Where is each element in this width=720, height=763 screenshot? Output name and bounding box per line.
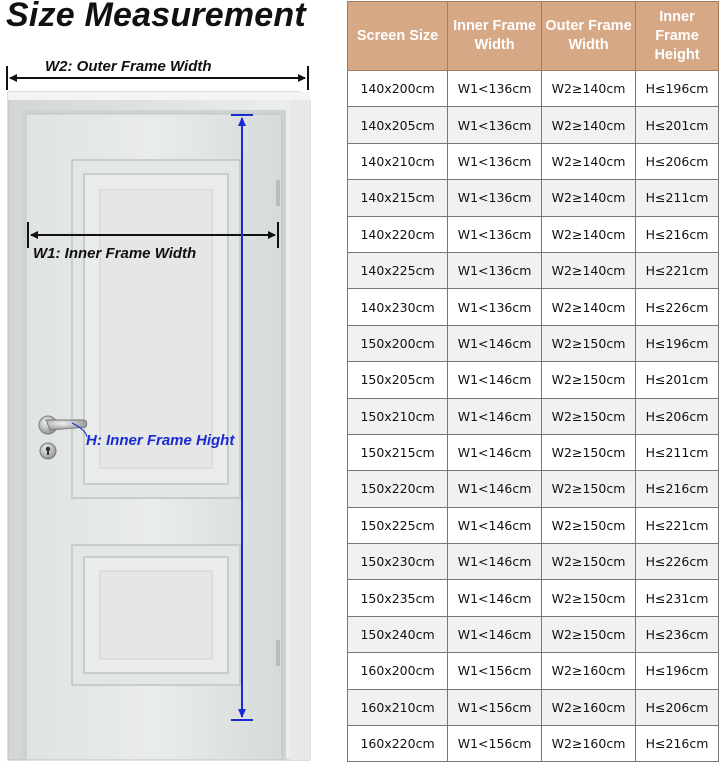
screen-size-cell: 150x210cm	[348, 398, 448, 434]
screen-size-cell: 150x235cm	[348, 580, 448, 616]
outer-width-cell: W2≥160cm	[542, 689, 636, 725]
screen-size-cell: 160x200cm	[348, 653, 448, 689]
screen-size-cell: 150x200cm	[348, 325, 448, 361]
outer-width-cell: W2≥150cm	[542, 362, 636, 398]
screen-size-cell: 150x240cm	[348, 616, 448, 652]
inner-height-cell: H≤211cm	[636, 434, 719, 470]
outer-width-cell: W2≥150cm	[542, 544, 636, 580]
inner-width-cell: W1<156cm	[448, 653, 542, 689]
table-row	[348, 362, 719, 398]
header-screen-size: Screen Size	[348, 2, 448, 71]
inner-height-cell: H≤221cm	[636, 507, 719, 543]
outer-width-cell: W2≥140cm	[542, 216, 636, 252]
screen-size-cell: 150x225cm	[348, 507, 448, 543]
outer-width-cell: W2≥140cm	[542, 107, 636, 143]
outer-width-cell: W2≥150cm	[542, 616, 636, 652]
inner-height-cell: H≤216cm	[636, 726, 719, 762]
inner-height-cell: H≤196cm	[636, 325, 719, 361]
table-row	[348, 398, 719, 434]
outer-width-cell: W2≥160cm	[542, 653, 636, 689]
outer-width-cell: W2≥160cm	[542, 726, 636, 762]
inner-width-cell: W1<146cm	[448, 507, 542, 543]
table-row	[348, 653, 719, 689]
table-row	[348, 726, 719, 762]
header-outer-frame-width: Outer Frame Width	[542, 2, 636, 71]
page-title: Size Measurement	[6, 0, 306, 34]
inner-width-cell: W1<146cm	[448, 398, 542, 434]
inner-width-cell: W1<146cm	[448, 580, 542, 616]
keyhole-icon	[40, 443, 56, 459]
inner-height-cell: H≤206cm	[636, 689, 719, 725]
inner-height-cell: H≤221cm	[636, 252, 719, 288]
outer-width-cell: W2≥150cm	[542, 507, 636, 543]
outer-width-cell: W2≥150cm	[542, 580, 636, 616]
inner-height-cell: H≤226cm	[636, 289, 719, 325]
table-row	[348, 289, 719, 325]
inner-width-cell: W1<146cm	[448, 362, 542, 398]
inner-width-cell: W1<156cm	[448, 726, 542, 762]
screen-size-cell: 140x205cm	[348, 107, 448, 143]
inner-width-cell: W1<146cm	[448, 616, 542, 652]
inner-height-cell: H≤201cm	[636, 362, 719, 398]
inner-height-cell: H≤211cm	[636, 180, 719, 216]
screen-size-cell: 160x220cm	[348, 726, 448, 762]
screen-size-cell: 140x200cm	[348, 71, 448, 107]
door-illustration	[0, 0, 340, 763]
outer-width-cell: W2≥150cm	[542, 434, 636, 470]
inner-height-cell: H≤206cm	[636, 143, 719, 179]
inner-width-cell: W1<136cm	[448, 143, 542, 179]
inner-width-cell: W1<146cm	[448, 471, 542, 507]
table-row	[348, 689, 719, 725]
table-row	[348, 616, 719, 652]
table-header-row	[348, 2, 719, 71]
inner-height-cell: H≤226cm	[636, 544, 719, 580]
outer-width-cell: W2≥140cm	[542, 289, 636, 325]
screen-size-cell: 150x230cm	[348, 544, 448, 580]
inner-height-cell: H≤216cm	[636, 471, 719, 507]
inner-width-cell: W1<136cm	[448, 71, 542, 107]
table-row	[348, 107, 719, 143]
screen-size-cell: 140x225cm	[348, 252, 448, 288]
inner-width-cell: W1<136cm	[448, 289, 542, 325]
table-row	[348, 143, 719, 179]
h-label: H: Inner Frame Hight	[86, 432, 235, 449]
outer-width-cell: W2≥150cm	[542, 471, 636, 507]
outer-width-cell: W2≥140cm	[542, 71, 636, 107]
screen-size-cell: 140x220cm	[348, 216, 448, 252]
inner-height-cell: H≤201cm	[636, 107, 719, 143]
screen-size-cell: 150x205cm	[348, 362, 448, 398]
outer-width-cell: W2≥140cm	[542, 180, 636, 216]
screen-size-cell: 150x215cm	[348, 434, 448, 470]
inner-width-cell: W1<146cm	[448, 325, 542, 361]
table-row	[348, 471, 719, 507]
inner-width-cell: W1<146cm	[448, 434, 542, 470]
table-row	[348, 216, 719, 252]
table-row	[348, 325, 719, 361]
table-body	[348, 71, 719, 762]
table-row	[348, 507, 719, 543]
inner-height-cell: H≤196cm	[636, 71, 719, 107]
header-inner-frame-height: Inner Frame Height	[636, 2, 719, 71]
inner-width-cell: W1<136cm	[448, 216, 542, 252]
size-table	[347, 1, 719, 762]
outer-width-cell: W2≥150cm	[542, 398, 636, 434]
inner-width-cell: W1<136cm	[448, 180, 542, 216]
table-row	[348, 71, 719, 107]
inner-height-cell: H≤231cm	[636, 580, 719, 616]
inner-width-cell: W1<146cm	[448, 544, 542, 580]
table-row	[348, 180, 719, 216]
table-row	[348, 580, 719, 616]
inner-width-cell: W1<136cm	[448, 107, 542, 143]
header-inner-frame-width: Inner Frame Width	[448, 2, 542, 71]
inner-height-cell: H≤236cm	[636, 616, 719, 652]
table-row	[348, 434, 719, 470]
inner-height-cell: H≤196cm	[636, 653, 719, 689]
inner-width-cell: W1<136cm	[448, 252, 542, 288]
screen-size-cell: 140x210cm	[348, 143, 448, 179]
screen-size-cell: 160x210cm	[348, 689, 448, 725]
table-row	[348, 252, 719, 288]
outer-width-cell: W2≥140cm	[542, 143, 636, 179]
screen-size-cell: 140x230cm	[348, 289, 448, 325]
outer-width-cell: W2≥140cm	[542, 252, 636, 288]
w2-label: W2: Outer Frame Width	[45, 58, 212, 75]
inner-height-cell: H≤206cm	[636, 398, 719, 434]
inner-width-cell: W1<156cm	[448, 689, 542, 725]
w1-label: W1: Inner Frame Width	[33, 245, 197, 262]
inner-height-cell: H≤216cm	[636, 216, 719, 252]
screen-size-cell: 150x220cm	[348, 471, 448, 507]
table-row	[348, 544, 719, 580]
outer-width-cell: W2≥150cm	[542, 325, 636, 361]
screen-size-cell: 140x215cm	[348, 180, 448, 216]
